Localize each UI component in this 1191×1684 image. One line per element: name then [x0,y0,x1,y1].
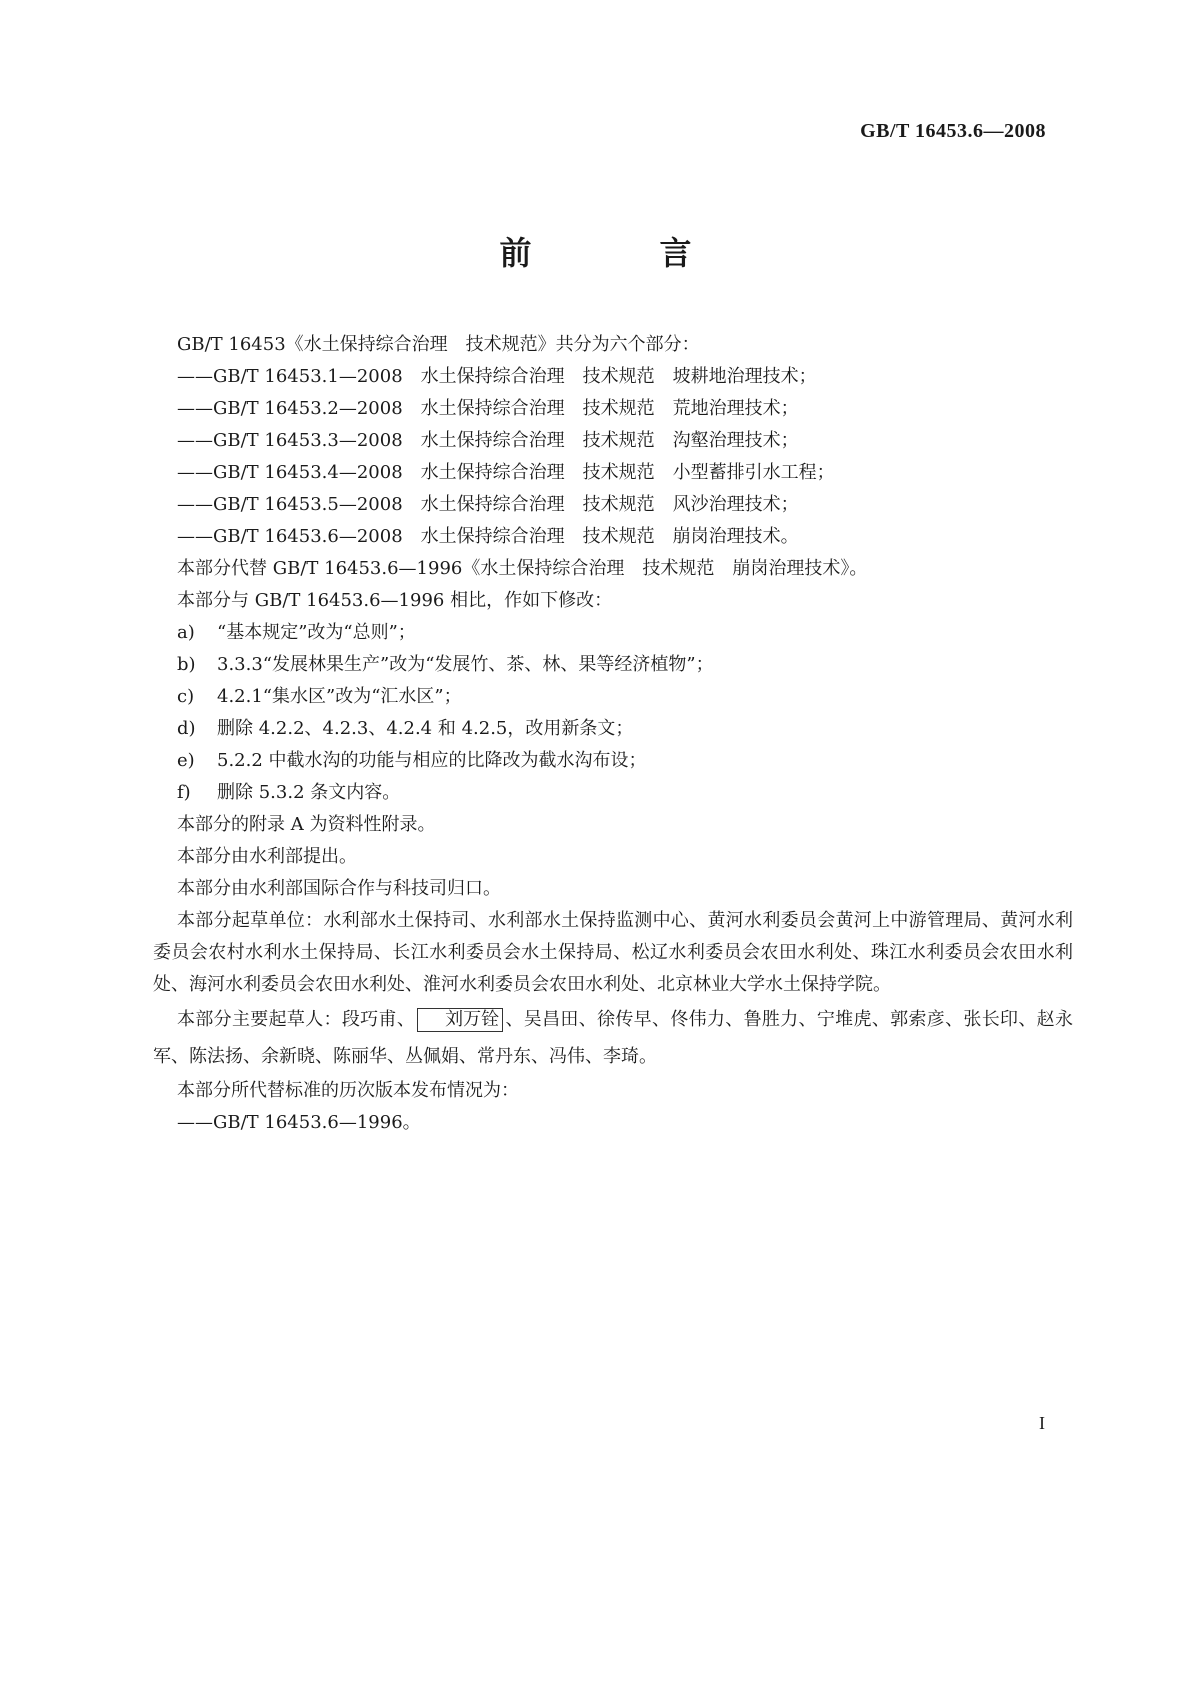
appendix-statement: 本部分的附录 A 为资料性附录。 [177,814,436,835]
change-text: 删除 4.2.2、4.2.3、4.2.4 和 4.2.5，改用新条文； [217,718,634,739]
change-item [153,681,1073,713]
replaces-statement: 本部分代替 GB/T 16453.6—1996《水土保持综合治理 技术规范 崩岗治理技术》。 [177,558,868,579]
part-item: ——GB/T 16453.1—2008 水土保持综合治理 技术规范 坡耕地治理技术； [177,366,817,387]
drafting-units-paragraph: 本部分起草单位：水利部水土保持司、水利部水土保持监测中心、黄河水利委员会黄河上中游管理局、黄河水利委员会农村水利水土保持局、长江水利委员会水土保持局、松辽水利委员会农田水利处、珠江水利委员会农田水利处、海河水利委员会农田水利处、淮河水利委员会农田水利处、北京林业大学水土保持学院。 [153,910,1073,995]
standard-code: GB/T 16453.6—2008 [860,120,1046,142]
part-item: ——GB/T 16453.5—2008 水土保持综合治理 技术规范 风沙治理技术； [177,494,799,515]
history-item: ——GB/T 16453.6—1996。 [177,1112,421,1133]
change-item [153,713,1073,745]
change-label: d) [177,718,196,739]
change-label: c) [177,686,195,707]
part-item: ——GB/T 16453.6—2008 水土保持综合治理 技术规范 崩岗治理技术。 [177,526,799,547]
drafters-rest: 、吴昌田、徐传早、佟伟力、鲁胜力、宁堆虎、郭索彦、张长印、赵永军、陈法扬、余新晓、陈丽华、丛佩娟、常丹东、冯伟、李琦。 [153,1009,1074,1067]
part-item: ——GB/T 16453.4—2008 水土保持综合治理 技术规范 小型蓄排引水工程； [177,462,835,483]
history-intro: 本部分所代替标准的历次版本发布情况为： [177,1080,519,1101]
managed-by-statement: 本部分由水利部国际合作与科技司归口。 [177,878,501,899]
change-text: 5.2.2 中截水沟的功能与相应的比降改为截水沟布设； [217,750,647,771]
page-title: 前 言 [499,234,740,272]
change-text: 4.2.1“集水区”改为“汇水区”； [217,686,462,707]
change-item [153,649,1073,681]
change-label: a) [177,622,195,643]
change-text: “基本规定”改为“总则”； [217,622,416,643]
change-text: 3.3.3“发展林果生产”改为“发展竹、茶、林、果等经济植物”； [217,654,714,675]
proposed-by-statement: 本部分由水利部提出。 [177,846,357,867]
preface-body [153,329,1073,1139]
change-label: f) [177,782,191,803]
change-item [153,745,1073,777]
part-item: ——GB/T 16453.2—2008 水土保持综合治理 技术规范 荒地治理技术； [177,398,799,419]
change-label: b) [177,654,196,675]
change-item [153,777,1073,809]
page-number: I [1039,1413,1045,1433]
drafters-paragraph [153,1001,1073,1075]
change-label: e) [177,750,195,771]
boxed-drafter-name: 刘万铨 [417,1008,503,1032]
part-item: ——GB/T 16453.3—2008 水土保持综合治理 技术规范 沟壑治理技术； [177,430,799,451]
comparison-statement: 本部分与 GB/T 16453.6—1996 相比，作如下修改： [177,590,613,611]
intro-line: GB/T 16453《水土保持综合治理 技术规范》共分为六个部分： [177,334,700,355]
change-text: 删除 5.3.2 条文内容。 [217,782,401,803]
change-item [153,617,1073,649]
drafters-prefix: 本部分主要起草人：段巧甫、 [177,1009,416,1030]
